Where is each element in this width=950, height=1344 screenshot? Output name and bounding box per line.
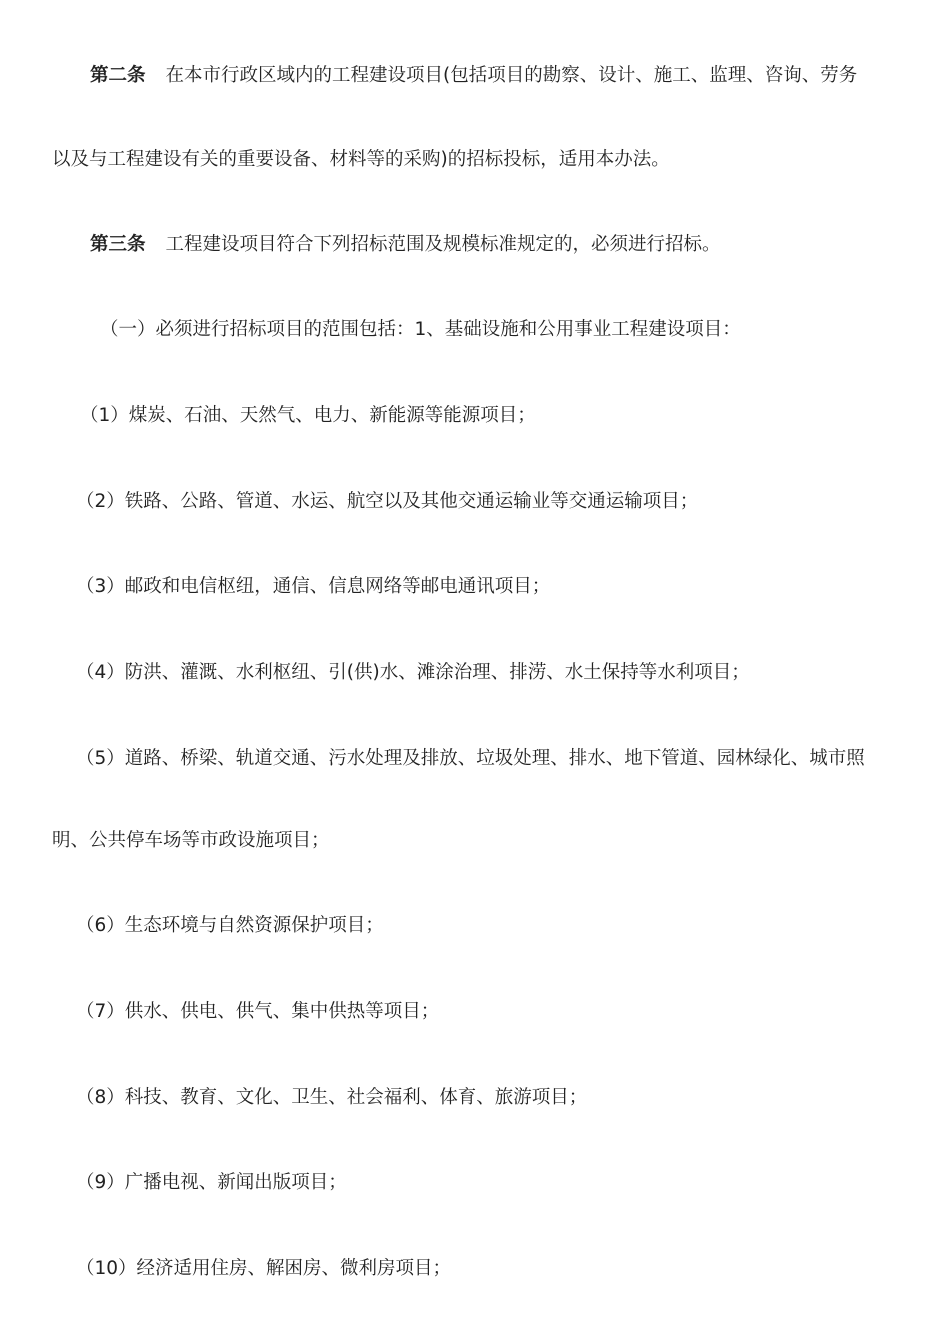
list-item-5-line-1: （5）道路、桥梁、轨道交通、污水处理及排放、垃圾处理、排水、地下管道、园林绿化、城市照 xyxy=(76,748,865,769)
section-1-heading: （一）必须进行招标项目的范围包括：1、基础设施和公用事业工程建设项目： xyxy=(100,319,741,340)
list-item-4: （4）防洪、灌溉、水利枢纽、引(供)水、滩涂治理、排涝、水土保持等水利项目； xyxy=(76,662,750,683)
list-item-6: （6）生态环境与自然资源保护项目； xyxy=(76,915,384,936)
article-3-line-1 xyxy=(90,233,721,257)
article-2-lead: 第二条 xyxy=(90,65,146,86)
list-item-10: （10）经济适用住房、解困房、微利房项目； xyxy=(76,1258,452,1279)
list-item-3: （3）邮政和电信枢纽，通信、信息网络等邮电通讯项目； xyxy=(76,576,551,597)
list-item-5-line-2: 明、公共停车场等市政设施项目； xyxy=(52,830,330,851)
article-2-line-1 xyxy=(90,64,857,88)
article-2-line-2: 以及与工程建设有关的重要设备、材料等的采购)的招标投标，适用本办法。 xyxy=(52,149,670,170)
list-item-9: （9）广播电视、新闻出版项目； xyxy=(76,1172,347,1193)
list-item-1: （1）煤炭、石油、天然气、电力、新能源等能源项目； xyxy=(80,405,536,426)
list-item-2: （2）铁路、公路、管道、水运、航空以及其他交通运输业等交通运输项目； xyxy=(76,491,699,512)
list-item-7: （7）供水、供电、供气、集中供热等项目； xyxy=(76,1001,440,1022)
article-2-text: 在本市行政区域内的工程建设项目(包括项目的勘察、设计、施工、监理、咨询、劳务 xyxy=(165,65,858,86)
article-3-lead: 第三条 xyxy=(90,234,146,255)
list-item-8: （8）科技、教育、文化、卫生、社会福利、体育、旅游项目； xyxy=(76,1087,588,1108)
article-3-text: 工程建设项目符合下列招标范围及规模标准规定的，必须进行招标。 xyxy=(165,234,721,255)
